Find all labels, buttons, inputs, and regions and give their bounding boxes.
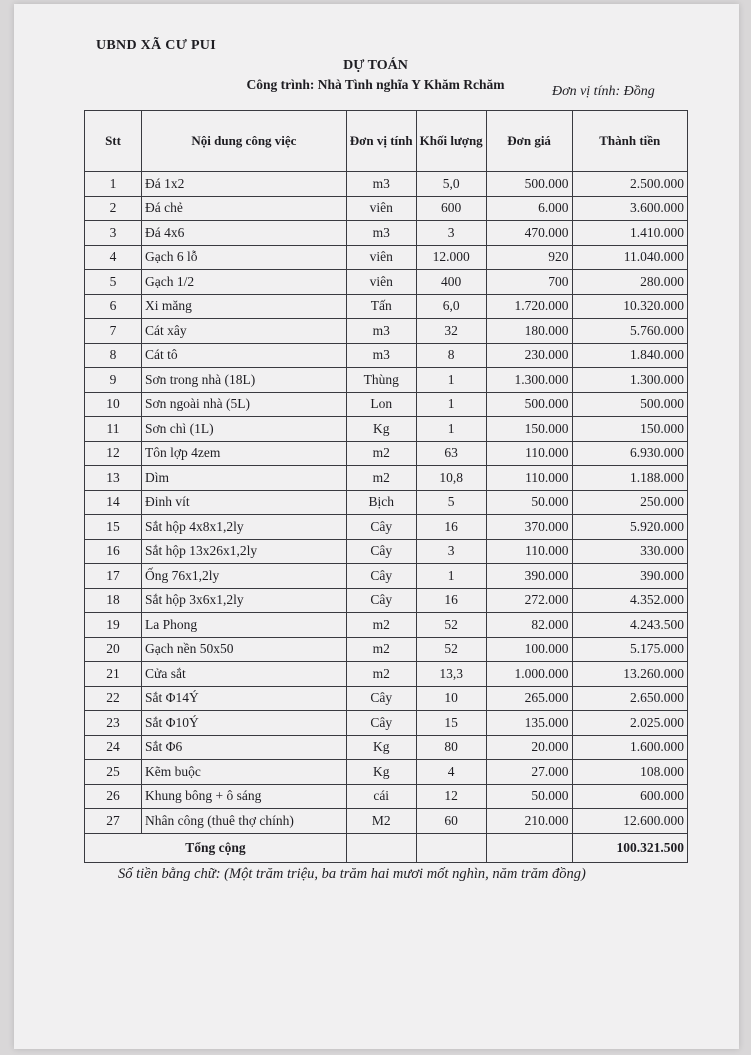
unit-price: 272.000 xyxy=(486,588,572,613)
table-row xyxy=(85,368,688,393)
quantity: 8 xyxy=(416,343,486,368)
unit-of-measure: Bịch xyxy=(346,490,416,515)
row-number: 24 xyxy=(85,735,142,760)
item-description: Ống 76x1,2ly xyxy=(142,564,347,589)
item-description: Gạch 6 lỗ xyxy=(142,245,347,270)
quantity: 16 xyxy=(416,588,486,613)
row-number: 23 xyxy=(85,711,142,736)
item-description: Sơn chì (1L) xyxy=(142,417,347,442)
unit-price: 20.000 xyxy=(486,735,572,760)
unit-price: 110.000 xyxy=(486,539,572,564)
line-amount: 108.000 xyxy=(572,760,687,785)
unit-price: 110.000 xyxy=(486,466,572,491)
unit-of-measure: Cây xyxy=(346,564,416,589)
line-amount: 1.840.000 xyxy=(572,343,687,368)
item-description: Sơn ngoài nhà (5L) xyxy=(142,392,347,417)
table-row xyxy=(85,809,688,834)
quantity: 1 xyxy=(416,564,486,589)
item-description: Kẽm buộc xyxy=(142,760,347,785)
unit-price: 50.000 xyxy=(486,784,572,809)
unit-price: 6.000 xyxy=(486,196,572,221)
table-row xyxy=(85,539,688,564)
table-row xyxy=(85,221,688,246)
column-header-unit-price: Đơn giá xyxy=(486,111,572,172)
unit-of-measure: Kg xyxy=(346,760,416,785)
table-row xyxy=(85,760,688,785)
row-number: 12 xyxy=(85,441,142,466)
item-description: Sắt hộp 3x6x1,2ly xyxy=(142,588,347,613)
quantity: 3 xyxy=(416,539,486,564)
item-description: Đá 4x6 xyxy=(142,221,347,246)
line-amount: 10.320.000 xyxy=(572,294,687,319)
unit-of-measure: Cây xyxy=(346,686,416,711)
unit-of-measure: Cây xyxy=(346,711,416,736)
project-name: Công trình: Nhà Tình nghĩa Y Khăm Rchăm xyxy=(246,77,505,92)
line-amount: 12.600.000 xyxy=(572,809,687,834)
unit-of-measure: m3 xyxy=(346,343,416,368)
unit-of-measure: m2 xyxy=(346,613,416,638)
unit-of-measure: Cây xyxy=(346,588,416,613)
row-number: 19 xyxy=(85,613,142,638)
row-number: 20 xyxy=(85,637,142,662)
table-row xyxy=(85,172,688,197)
total-row xyxy=(85,833,688,862)
row-number: 7 xyxy=(85,319,142,344)
quantity: 52 xyxy=(416,613,486,638)
quantity: 1 xyxy=(416,392,486,417)
item-description: Xi măng xyxy=(142,294,347,319)
row-number: 22 xyxy=(85,686,142,711)
table-row xyxy=(85,270,688,295)
item-description: Sắt Φ10Ý xyxy=(142,711,347,736)
item-description: La Phong xyxy=(142,613,347,638)
row-number: 8 xyxy=(85,343,142,368)
quantity: 4 xyxy=(416,760,486,785)
row-number: 6 xyxy=(85,294,142,319)
table-row xyxy=(85,466,688,491)
item-description: Sắt Φ14Ý xyxy=(142,686,347,711)
column-header-quantity: Khối lượng xyxy=(416,111,486,172)
table-row xyxy=(85,735,688,760)
item-description: Đá chẻ xyxy=(142,196,347,221)
row-number: 1 xyxy=(85,172,142,197)
line-amount: 250.000 xyxy=(572,490,687,515)
unit-price: 180.000 xyxy=(486,319,572,344)
unit-of-measure: m2 xyxy=(346,466,416,491)
cost-estimate-table xyxy=(84,110,688,863)
quantity: 1 xyxy=(416,368,486,393)
line-amount: 390.000 xyxy=(572,564,687,589)
item-description: Sắt hộp 4x8x1,2ly xyxy=(142,515,347,540)
item-description: Sắt hộp 13x26x1,2ly xyxy=(142,539,347,564)
table-row xyxy=(85,686,688,711)
row-number: 25 xyxy=(85,760,142,785)
table-row xyxy=(85,319,688,344)
table-row xyxy=(85,784,688,809)
line-amount: 2.025.000 xyxy=(572,711,687,736)
row-number: 18 xyxy=(85,588,142,613)
line-amount: 500.000 xyxy=(572,392,687,417)
line-amount: 1.410.000 xyxy=(572,221,687,246)
total-empty-cell xyxy=(486,833,572,862)
column-header-item: Nội dung công việc xyxy=(142,111,347,172)
grand-total-value: 100.321.500 xyxy=(572,833,687,862)
quantity: 10 xyxy=(416,686,486,711)
item-description: Sắt Φ6 xyxy=(142,735,347,760)
table-row xyxy=(85,392,688,417)
quantity: 52 xyxy=(416,637,486,662)
unit-of-measure: m2 xyxy=(346,441,416,466)
unit-price: 1.000.000 xyxy=(486,662,572,687)
table-row xyxy=(85,490,688,515)
unit-price: 100.000 xyxy=(486,637,572,662)
row-number: 5 xyxy=(85,270,142,295)
unit-of-measure: Kg xyxy=(346,417,416,442)
line-amount: 13.260.000 xyxy=(572,662,687,687)
unit-price: 1.720.000 xyxy=(486,294,572,319)
unit-price: 27.000 xyxy=(486,760,572,785)
item-description: Đinh vít xyxy=(142,490,347,515)
table-row xyxy=(85,711,688,736)
unit-of-measure: Cây xyxy=(346,539,416,564)
quantity: 3 xyxy=(416,221,486,246)
line-amount: 150.000 xyxy=(572,417,687,442)
item-description: Sơn trong nhà (18L) xyxy=(142,368,347,393)
item-description: Cát xây xyxy=(142,319,347,344)
table-row xyxy=(85,515,688,540)
currency-unit-note: Đơn vị tính: Đồng xyxy=(552,84,655,99)
unit-price: 110.000 xyxy=(486,441,572,466)
unit-of-measure: M2 xyxy=(346,809,416,834)
column-header-unit: Đơn vị tính xyxy=(346,111,416,172)
unit-price: 370.000 xyxy=(486,515,572,540)
table-row xyxy=(85,637,688,662)
table-row xyxy=(85,613,688,638)
unit-of-measure: Tấn xyxy=(346,294,416,319)
line-amount: 1.600.000 xyxy=(572,735,687,760)
item-description: Nhân công (thuê thợ chính) xyxy=(142,809,347,834)
unit-of-measure: Kg xyxy=(346,735,416,760)
unit-price: 210.000 xyxy=(486,809,572,834)
row-number: 9 xyxy=(85,368,142,393)
row-number: 17 xyxy=(85,564,142,589)
unit-price: 150.000 xyxy=(486,417,572,442)
unit-of-measure: cái xyxy=(346,784,416,809)
quantity: 1 xyxy=(416,417,486,442)
quantity: 60 xyxy=(416,809,486,834)
row-number: 16 xyxy=(85,539,142,564)
item-description: Gạch nền 50x50 xyxy=(142,637,347,662)
table-row xyxy=(85,564,688,589)
unit-price: 500.000 xyxy=(486,172,572,197)
total-empty-cell xyxy=(416,833,486,862)
row-number: 10 xyxy=(85,392,142,417)
unit-price: 135.000 xyxy=(486,711,572,736)
unit-of-measure: viên xyxy=(346,245,416,270)
row-number: 14 xyxy=(85,490,142,515)
row-number: 21 xyxy=(85,662,142,687)
table-row xyxy=(85,441,688,466)
line-amount: 6.930.000 xyxy=(572,441,687,466)
table-row xyxy=(85,343,688,368)
quantity: 12 xyxy=(416,784,486,809)
unit-price: 700 xyxy=(486,270,572,295)
table-row xyxy=(85,196,688,221)
quantity: 15 xyxy=(416,711,486,736)
line-amount: 4.243.500 xyxy=(572,613,687,638)
line-amount: 330.000 xyxy=(572,539,687,564)
unit-of-measure: m3 xyxy=(346,319,416,344)
table-row xyxy=(85,245,688,270)
column-header-stt: Stt xyxy=(85,111,142,172)
unit-of-measure: m3 xyxy=(346,221,416,246)
unit-of-measure: Thùng xyxy=(346,368,416,393)
unit-price: 470.000 xyxy=(486,221,572,246)
unit-of-measure: m2 xyxy=(346,662,416,687)
unit-price: 265.000 xyxy=(486,686,572,711)
organization-name: UBND XÃ CƯ PUI xyxy=(96,38,216,53)
row-number: 15 xyxy=(85,515,142,540)
unit-price: 1.300.000 xyxy=(486,368,572,393)
quantity: 5,0 xyxy=(416,172,486,197)
quantity: 600 xyxy=(416,196,486,221)
unit-price: 230.000 xyxy=(486,343,572,368)
quantity: 80 xyxy=(416,735,486,760)
table-row xyxy=(85,662,688,687)
unit-price: 920 xyxy=(486,245,572,270)
unit-price: 50.000 xyxy=(486,490,572,515)
item-description: Dìm xyxy=(142,466,347,491)
line-amount: 1.300.000 xyxy=(572,368,687,393)
unit-price: 500.000 xyxy=(486,392,572,417)
unit-of-measure: m3 xyxy=(346,172,416,197)
line-amount: 5.175.000 xyxy=(572,637,687,662)
quantity: 16 xyxy=(416,515,486,540)
row-number: 13 xyxy=(85,466,142,491)
item-description: Đá 1x2 xyxy=(142,172,347,197)
total-empty-cell xyxy=(346,833,416,862)
item-description: Tôn lợp 4zem xyxy=(142,441,347,466)
line-amount: 1.188.000 xyxy=(572,466,687,491)
table-row xyxy=(85,588,688,613)
quantity: 32 xyxy=(416,319,486,344)
quantity: 6,0 xyxy=(416,294,486,319)
unit-of-measure: viên xyxy=(346,196,416,221)
line-amount: 5.920.000 xyxy=(572,515,687,540)
quantity: 5 xyxy=(416,490,486,515)
item-description: Khung bông + ô sáng xyxy=(142,784,347,809)
unit-of-measure: Cây xyxy=(346,515,416,540)
line-amount: 2.500.000 xyxy=(572,172,687,197)
row-number: 11 xyxy=(85,417,142,442)
unit-of-measure: m2 xyxy=(346,637,416,662)
item-description: Cát tô xyxy=(142,343,347,368)
unit-price: 390.000 xyxy=(486,564,572,589)
table-header-row xyxy=(85,111,688,172)
line-amount: 5.760.000 xyxy=(572,319,687,344)
item-description: Cửa sắt xyxy=(142,662,347,687)
quantity: 13,3 xyxy=(416,662,486,687)
line-amount: 3.600.000 xyxy=(572,196,687,221)
line-amount: 2.650.000 xyxy=(572,686,687,711)
document-title: DỰ TOÁN xyxy=(343,58,408,73)
unit-of-measure: viên xyxy=(346,270,416,295)
quantity: 400 xyxy=(416,270,486,295)
amount-in-words: Số tiền bằng chữ: (Một trăm triệu, ba trăm hai mươi mốt nghìn, năm trăm đồng) xyxy=(118,866,586,882)
total-label: Tổng cộng xyxy=(85,833,347,862)
quantity: 63 xyxy=(416,441,486,466)
line-amount: 280.000 xyxy=(572,270,687,295)
line-amount: 600.000 xyxy=(572,784,687,809)
table-row xyxy=(85,294,688,319)
quantity: 10,8 xyxy=(416,466,486,491)
unit-of-measure: Lon xyxy=(346,392,416,417)
row-number: 2 xyxy=(85,196,142,221)
row-number: 26 xyxy=(85,784,142,809)
row-number: 27 xyxy=(85,809,142,834)
row-number: 3 xyxy=(85,221,142,246)
quantity: 12.000 xyxy=(416,245,486,270)
unit-price: 82.000 xyxy=(486,613,572,638)
line-amount: 4.352.000 xyxy=(572,588,687,613)
column-header-amount: Thành tiền xyxy=(572,111,687,172)
item-description: Gạch 1/2 xyxy=(142,270,347,295)
line-amount: 11.040.000 xyxy=(572,245,687,270)
row-number: 4 xyxy=(85,245,142,270)
table-row xyxy=(85,417,688,442)
